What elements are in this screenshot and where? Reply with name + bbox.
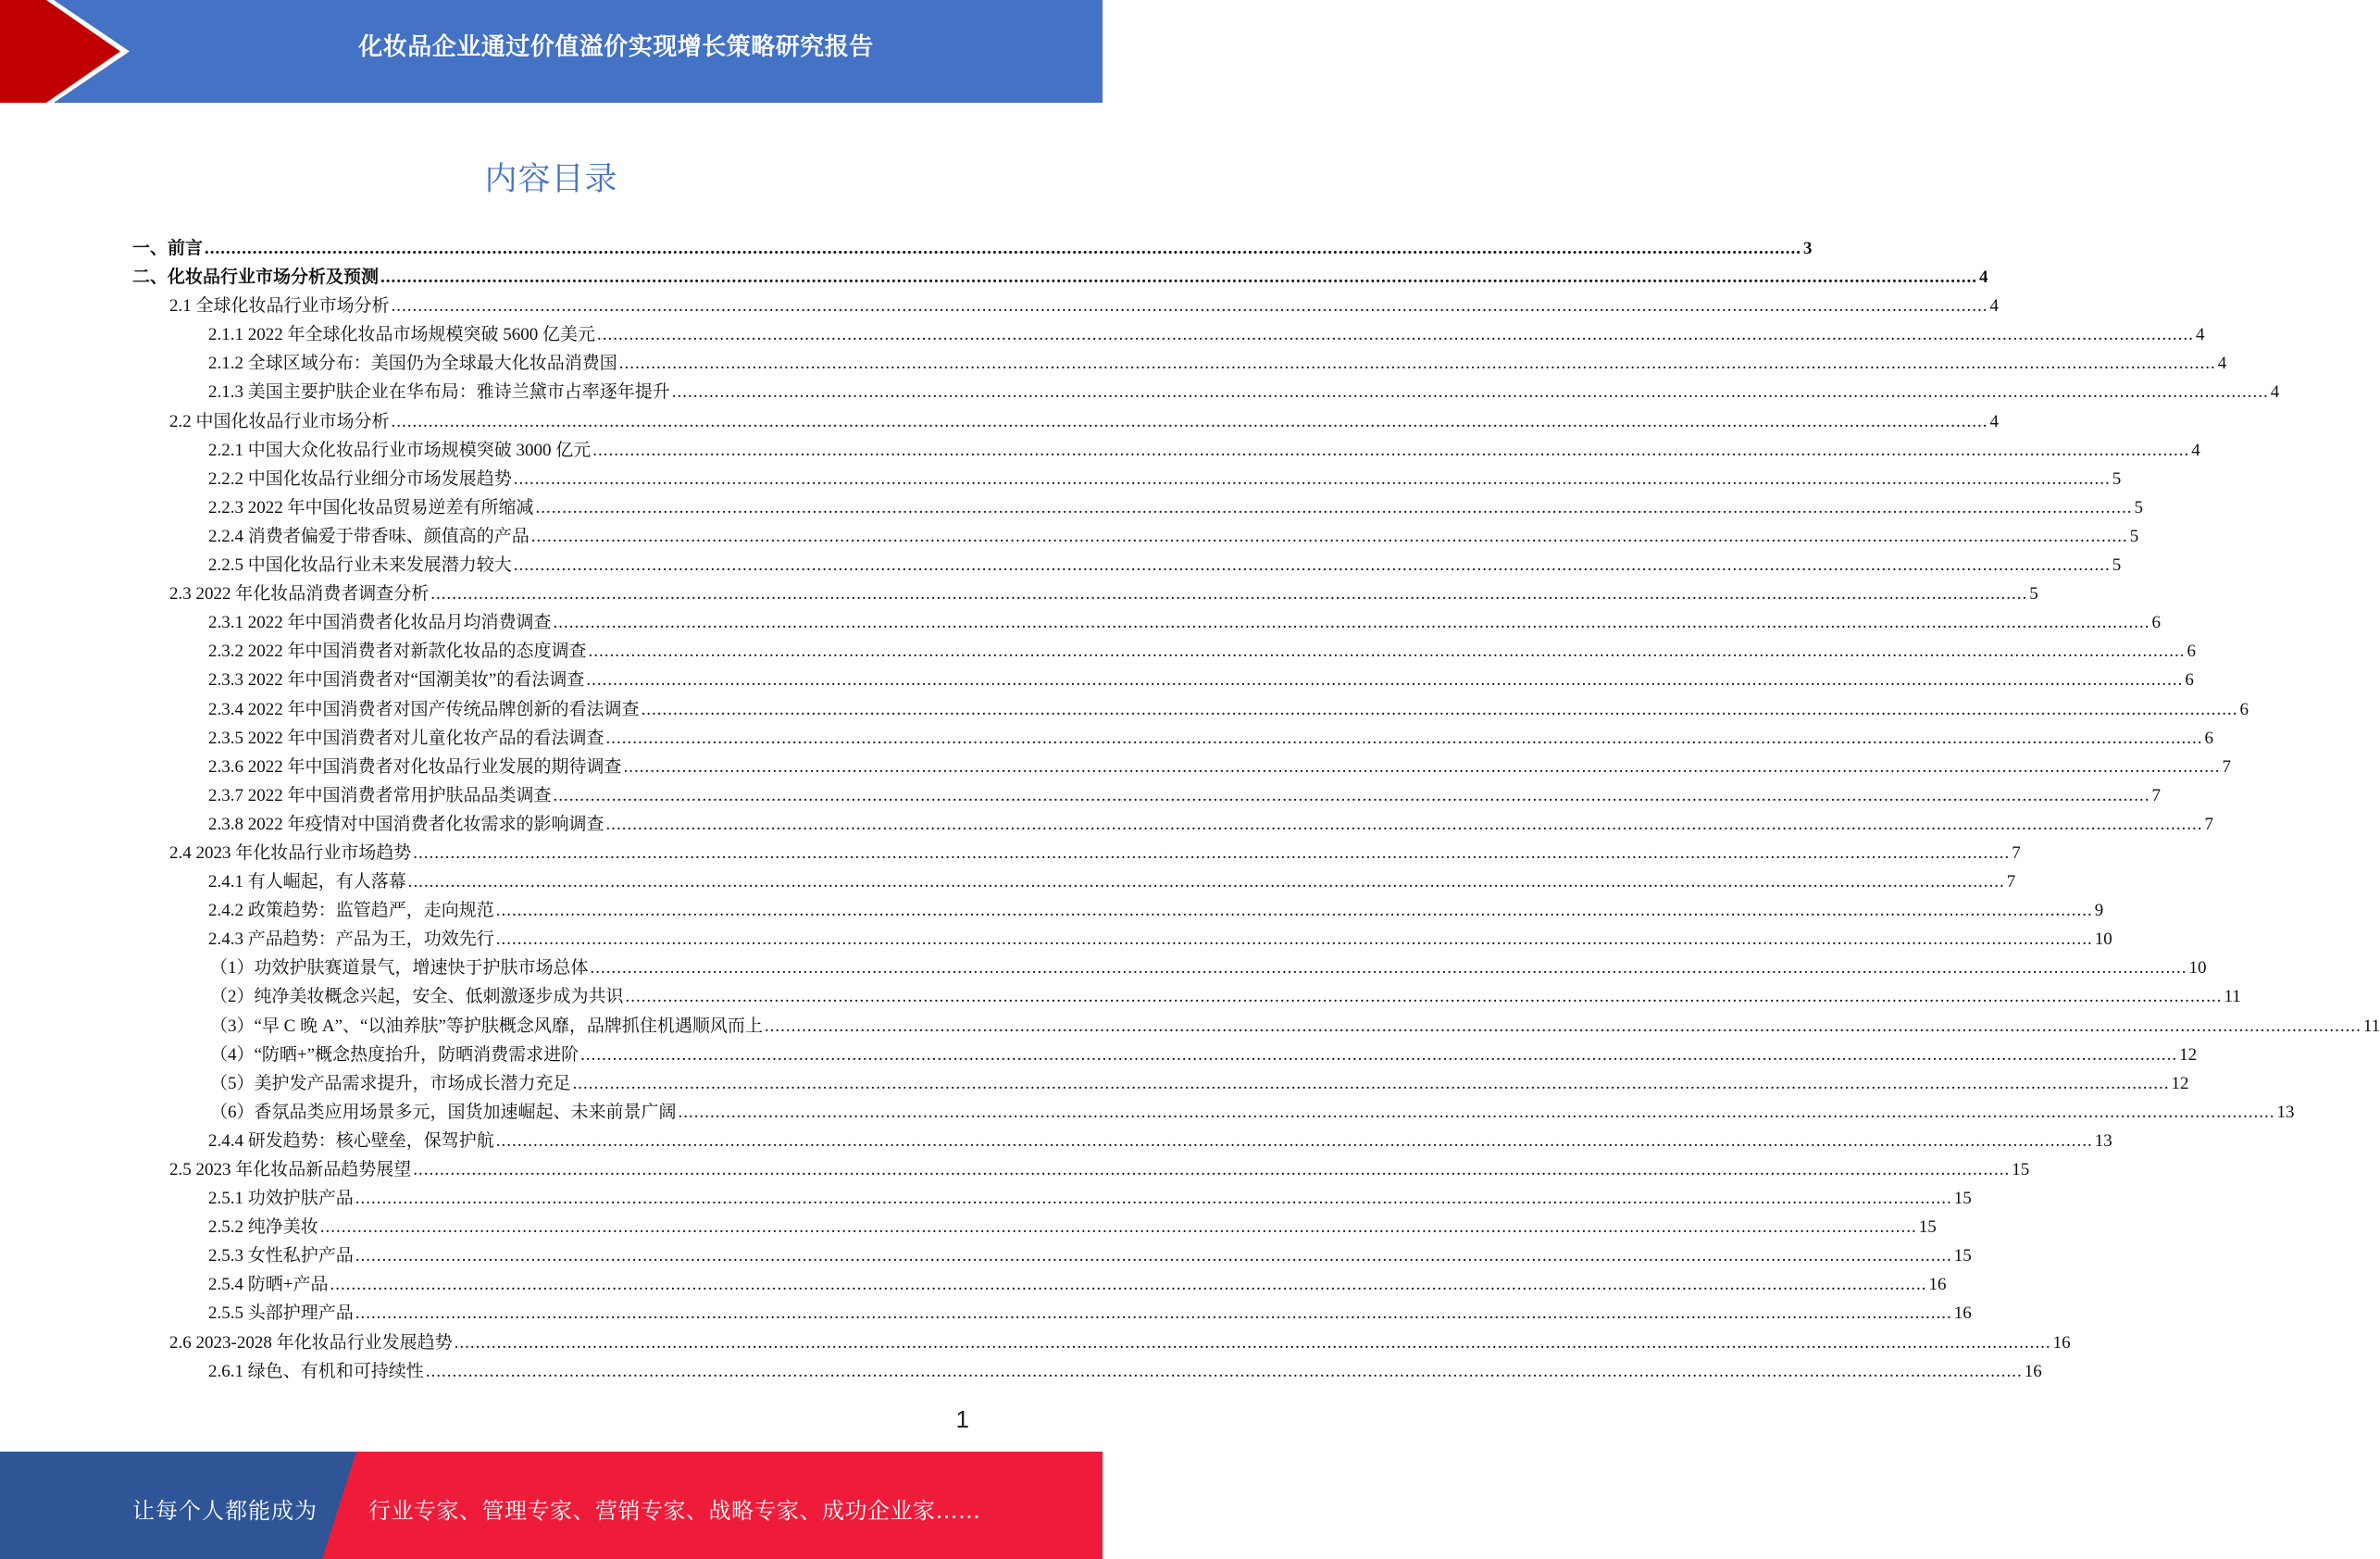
toc-entry-page: 6 [2185,670,2194,691]
toc-entry-page: 16 [2052,1332,2071,1353]
toc-entry-title: 2.6.1 绿色、有机和可持续性 [208,1361,424,1381]
toc-entry-page: 7 [2151,785,2162,805]
toc-entry-page: 7 [2012,842,2021,863]
toc-dot-leader: ............................................................................................................................................................................................................................................................................................................ [513,555,2111,576]
toc-entry-title: 2.1.3 美国主要护肤企业在华布局：雅诗兰黛市占率逐年提升 [208,382,670,403]
toc-entry-page: 5 [2112,555,2122,576]
report-header-band [0,0,1103,103]
toc-dot-leader: ............................................................................................................................................................................................................................................................................................................ [513,468,2111,489]
toc-dot-leader: ............................................................................................................................................................................................................................................................................................................ [588,642,2186,662]
toc-entry-title: 2.4.1 有人崛起，有人落幕 [208,872,406,892]
toc-entry-title: 2.5.2 纯净美妆 [208,1217,318,1238]
toc-entry-page: 4 [1989,411,2000,431]
toc-entry-title: 2.5.4 防晒+产品 [208,1275,329,1295]
toc-entry[interactable] [132,867,2016,896]
toc-entry-page: 5 [2134,497,2144,518]
toc-entry-page: 6 [2204,728,2214,748]
toc-dot-leader: ............................................................................................................................................................................................................................................................................................................ [413,1160,2011,1179]
toc-entry[interactable] [132,1041,2198,1069]
toc-entry-page: 4 [2270,382,2280,403]
toc-entry[interactable] [132,407,2000,436]
toc-dot-leader: ............................................................................................................................................................................................................................................................................................................ [586,670,2184,691]
toc-dot-leader: ............................................................................................................................................................................................................................................................................................................ [625,987,2223,1007]
toc-entry-title: 2.3.8 2022 年疫情对中国消费者化妆需求的影响调查 [208,814,604,834]
toc-dot-leader: ............................................................................................................................................................................................................................................................................................................ [641,699,2238,719]
toc-dot-leader: ............................................................................................................................................................................................................................................................................................................ [623,756,2221,777]
toc-entry[interactable] [132,1184,1972,1213]
toc-entry-page: 10 [2094,929,2112,950]
toc-dot-leader: ............................................................................................................................................................................................................................................................................................................ [678,1102,2275,1122]
toc-entry-page: 4 [2191,440,2200,460]
toc-dot-leader: ............................................................................................................................................................................................................................................................................................................ [605,728,2203,748]
toc-entry[interactable] [132,810,2214,839]
toc-dot-leader: ............................................................................................................................................................................................................................................................................................................ [580,1044,2178,1065]
toc-entry-title: （4）“防晒+”概念热度抬升，防晒消费需求进阶 [210,1044,579,1065]
toc-entry[interactable] [132,378,2280,406]
toc-entry-title: （3）“早 C 晚 A”、“以油养肤”等护肤概念风靡，品牌抓住机遇顺风而上 [210,1016,763,1036]
toc-entry-title: 2.5.5 头部护理产品 [208,1303,354,1324]
toc-entry-page: 13 [2276,1102,2295,1122]
toc-dot-leader: ............................................................................................................................................................................................................................................................................................................ [355,1246,1952,1266]
toc-entry-page: 6 [2151,613,2162,633]
toc-dot-leader: ............................................................................................................................................................................................................................................................................................................ [205,239,1802,258]
toc-dot-leader: ............................................................................................................................................................................................................................................................................................................ [530,526,2128,546]
toc-heading: 内容目录 [484,161,618,198]
toc-entry-page: 11 [2224,987,2241,1007]
toc-entry-title: 2.2.2 中国化妆品行业细分市场发展趋势 [208,468,512,489]
toc-dot-leader: ............................................................................................................................................................................................................................................................................................................ [407,872,2005,892]
toc-entry-page: 6 [2239,699,2249,719]
toc-entry[interactable] [132,1155,2030,1184]
toc-dot-leader: ............................................................................................................................................................................................................................................................................................................ [764,1016,2361,1036]
toc-entry[interactable] [132,1127,2112,1155]
toc-entry-title: 2.3.7 2022 年中国消费者常用护肤品品类调查 [208,785,552,805]
toc-dot-leader: ............................................................................................................................................................................................................................................................................................................ [391,296,1988,317]
toc-dot-leader: ............................................................................................................................................................................................................................................................................................................ [413,842,2011,863]
toc-entry-page: 15 [1918,1217,1937,1238]
toc-entry-page: 9 [2094,901,2104,921]
toc-entry[interactable] [132,234,1813,263]
toc-entry-page: 12 [2171,1073,2189,1093]
report-title: 化妆品企业通过价值溢价实现增长策略研究报告 [358,33,874,61]
toc-entry[interactable] [132,1069,2189,1098]
toc-dot-leader: ............................................................................................................................................................................................................................................................................................................ [319,1217,1917,1238]
toc-entry-page: 4 [1979,268,1988,288]
toc-entry-page: 10 [2188,958,2207,979]
toc-entry[interactable] [132,1357,2042,1386]
toc-entry[interactable] [132,695,2249,724]
toc-entry-title: 二、化妆品行业市场分析及预测 [132,268,380,288]
toc-entry-page: 15 [1953,1189,1972,1209]
footer-slogan-left: 让每个人都能成为 [132,1498,318,1524]
toc-entry[interactable] [132,263,1988,292]
toc-dot-leader: ............................................................................................................................................................................................................................................................................................................ [454,1332,2051,1353]
toc-entry[interactable] [132,608,2162,637]
toc-entry[interactable] [132,1299,1972,1328]
toc-entry[interactable] [132,1213,1937,1241]
toc-entry-page: 4 [2196,325,2205,345]
toc-entry-title: 2.3.6 2022 年中国消费者对化妆品行业发展的期待调查 [208,756,622,777]
toc-entry-page: 12 [2179,1044,2198,1065]
toc-entry[interactable] [132,1328,2071,1357]
toc-entry[interactable] [132,551,2122,580]
toc-dot-leader: ............................................................................................................................................................................................................................................................................................................ [495,929,2093,950]
toc-entry-title: （5）美护发产品需求提升，市场成长潜力充足 [210,1073,571,1093]
toc-entry-page: 16 [2024,1361,2042,1381]
toc-entry-title: 2.1.2 全球区域分布：美国仍为全球最大化妆品消费国 [208,354,617,374]
toc-dot-leader: ............................................................................................................................................................................................................................................................................................................ [671,382,2269,403]
toc-entry-page: 7 [2222,756,2232,777]
toc-entry-page: 11 [2362,1016,2380,1036]
toc-dot-leader: ............................................................................................................................................................................................................................................................................................................ [535,497,2133,518]
toc-entry[interactable] [132,493,2144,522]
toc-entry[interactable] [132,753,2232,781]
toc-entry[interactable] [132,1241,1972,1270]
toc-entry-page: 4 [1989,296,2000,317]
toc-dot-leader: ............................................................................................................................................................................................................................................................................................................ [597,325,2195,345]
toc-entry-title: 2.2.5 中国化妆品行业未来发展潜力较大 [208,555,512,576]
toc-entry[interactable] [132,896,2104,925]
toc-entry-page: 16 [1953,1303,1972,1324]
toc-entry[interactable] [132,465,2122,493]
toc-entry-title: （6）香氛品类应用场景多元，国货加速崛起、未来前景广阔 [210,1102,677,1122]
toc-entry-title: 2.3.2 2022 年中国消费者对新款化妆品的态度调查 [208,642,587,662]
toc-dot-leader: ............................................................................................................................................................................................................................................................................................................ [355,1189,1952,1209]
toc-entry-page: 7 [2006,872,2016,892]
toc-entry[interactable] [132,349,2227,378]
toc-entry[interactable] [132,292,2000,320]
toc-entry-title: 2.6 2023-2028 年化妆品行业发展趋势 [169,1332,453,1353]
toc-entry-title: 2.3.5 2022 年中国消费者对儿童化妆产品的看法调查 [208,728,604,748]
toc-entry-title: 2.4.4 研发趋势：核心壁垒，保驾护航 [208,1130,494,1151]
toc-dot-leader: ............................................................................................................................................................................................................................................................................................................ [592,440,2190,460]
toc-dot-leader: ............................................................................................................................................................................................................................................................................................................ [590,958,2187,979]
toc-entry[interactable] [132,925,2112,954]
toc-entry-page: 6 [2187,642,2197,662]
toc-entry-title: 2.4.3 产品趋势：产品为王，功效先行 [208,929,494,950]
toc-entry-title: 2.1.1 2022 年全球化妆品市场规模突破 5600 亿美元 [208,325,596,345]
toc-dot-leader: ............................................................................................................................................................................................................................................................................................................ [355,1303,1952,1324]
toc-entry-page: 4 [2217,354,2227,374]
toc-entry[interactable] [132,1270,1947,1299]
toc-entry-page: 5 [2129,526,2139,546]
toc-entry-page: 13 [2094,1130,2112,1151]
toc-entry-title: 2.4.2 政策趋势：监管趋严，走向规范 [208,901,494,921]
toc-dot-leader: ............................................................................................................................................................................................................................................................................................................ [425,1361,2023,1381]
toc-entry-title: 2.2.1 中国大众化妆品行业市场规模突破 3000 亿元 [208,440,592,460]
toc-entry-title: 2.3 2022 年化妆品消费者调查分析 [169,584,430,605]
footer-slogan-right: 行业专家、管理专家、营销专家、战略专家、成功企业家…… [368,1498,981,1524]
toc-entry-page: 3 [1803,239,1813,258]
toc-entry[interactable] [132,637,2197,666]
toc-entry-title: （1）功效护肤赛道景气，增速快于护肤市场总体 [210,958,589,979]
toc-entry[interactable] [132,666,2194,694]
toc-entry-title: 2.3.4 2022 年中国消费者对国产传统品牌创新的看法调查 [208,699,640,719]
toc-entry[interactable] [132,1012,2380,1041]
toc-entry[interactable] [132,436,2200,465]
toc-entry-title: （2）纯净美妆概念兴起，安全、低刺激逐步成为共识 [210,987,624,1007]
footer-band [0,1452,1103,1559]
table-of-contents [132,234,2380,1386]
toc-entry-page: 7 [2204,814,2214,834]
toc-entry[interactable] [132,781,2162,810]
toc-entry-page: 15 [2012,1160,2030,1179]
toc-entry[interactable] [132,320,2205,349]
toc-entry-page: 15 [1953,1246,1972,1266]
toc-entry-title: 2.2.3 2022 年中国化妆品贸易逆差有所缩减 [208,497,534,518]
toc-entry-title: 2.3.3 2022 年中国消费者对“国潮美妆”的看法调查 [208,670,585,691]
toc-dot-leader: ............................................................................................................................................................................................................................................................................................................ [495,901,2093,921]
toc-dot-leader: ............................................................................................................................................................................................................................................................................................................ [430,584,2028,605]
toc-entry-title: 一、前言 [132,239,204,258]
toc-entry-title: 2.2 中国化妆品行业市场分析 [169,411,390,431]
toc-entry-title: 2.2.4 消费者偏爱于带香味、颜值高的产品 [208,526,530,546]
toc-entry-title: 2.5.1 功效护肤产品 [208,1189,354,1209]
toc-entry-page: 5 [2112,468,2122,489]
toc-entry[interactable] [132,724,2214,753]
toc-dot-leader: ............................................................................................................................................................................................................................................................................................................ [618,354,2216,374]
toc-dot-leader: ............................................................................................................................................................................................................................................................................................................ [495,1130,2093,1151]
toc-entry-title: 2.5.3 女性私护产品 [208,1246,354,1266]
toc-dot-leader: ............................................................................................................................................................................................................................................................................................................ [572,1073,2170,1093]
toc-dot-leader: ............................................................................................................................................................................................................................................................................................................ [391,411,1988,431]
toc-dot-leader: ............................................................................................................................................................................................................................................................................................................ [330,1275,1927,1295]
header-chevron-icon [0,0,139,103]
toc-entry-title: 2.4 2023 年化妆品行业市场趋势 [169,842,412,863]
toc-entry[interactable] [132,580,2038,608]
toc-dot-leader: ............................................................................................................................................................................................................................................................................................................ [605,814,2203,834]
toc-entry-title: 2.1 全球化妆品行业市场分析 [169,296,390,317]
toc-entry-page: 5 [2029,584,2038,605]
toc-entry[interactable] [132,982,2241,1011]
toc-entry[interactable] [132,839,2021,867]
toc-entry[interactable] [132,1098,2295,1127]
toc-entry-page: 16 [1928,1275,1947,1295]
toc-dot-leader: ............................................................................................................................................................................................................................................................................................................ [553,613,2150,633]
toc-entry[interactable] [132,954,2207,982]
toc-entry[interactable] [132,522,2139,551]
toc-entry-title: 2.3.1 2022 年中国消费者化妆品月均消费调查 [208,613,552,633]
toc-entry-title: 2.5 2023 年化妆品新品趋势展望 [169,1160,412,1179]
toc-dot-leader: ............................................................................................................................................................................................................................................................................................................ [553,785,2150,805]
toc-dot-leader: ............................................................................................................................................................................................................................................................................................................ [380,268,1978,288]
page-number: 1 [955,1405,969,1433]
